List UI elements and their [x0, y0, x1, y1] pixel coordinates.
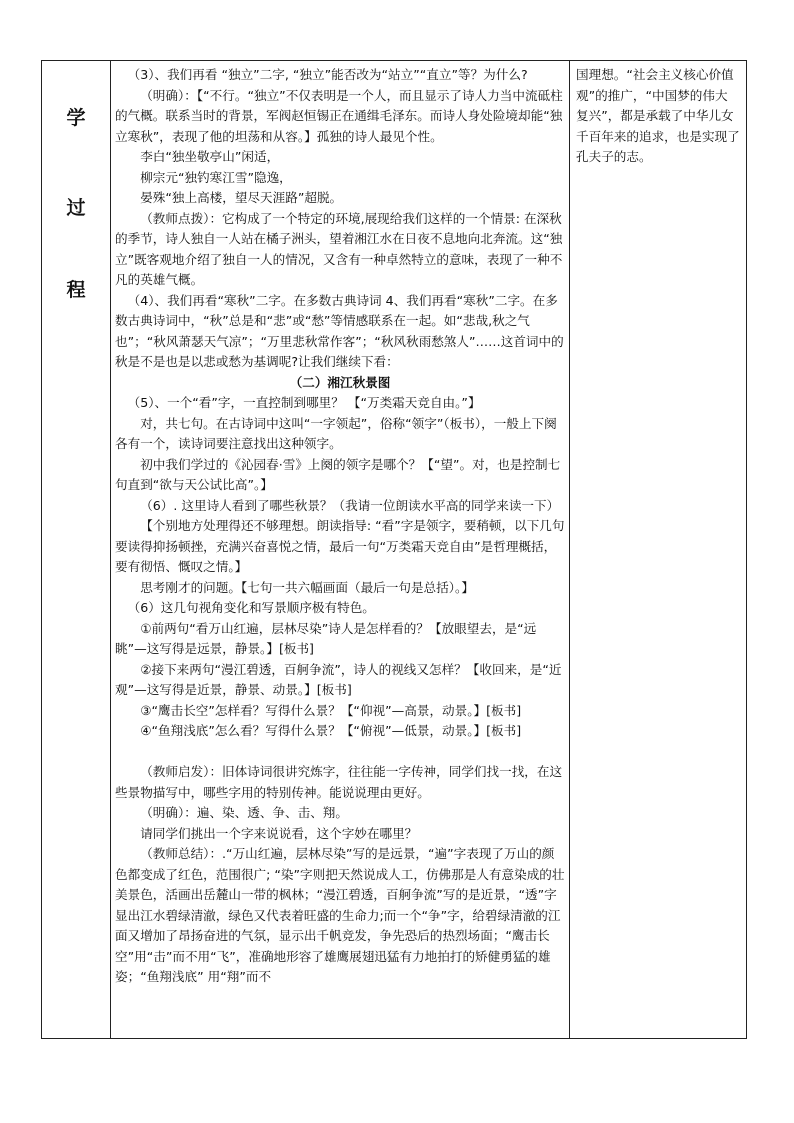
- paragraph: （明确）：遍、染、透、争、击、翔。: [140, 805, 348, 820]
- paragraph: （4）、我们再看“寒秋”二字。在多数古典诗词 4、我们再看“寒秋”二字。在多数古典诗词中，“秋”总是和“悲”或“愁”等情感联系在一起。如“悲哉,秋之气也”；“秋风萧瑟天气凉”；“万里悲秋常作客”；“秋风秋雨愁煞人”……这首词中的秋是不是也是以悲或愁为基调呢?让我们继续下看：: [115, 292, 564, 369]
- paragraph: ②接下来两句“漫江碧透，百舸争流”，诗人的视线又怎样？【收回来，是“近观”—这写得是近景，静景、动景。】[板书]: [115, 661, 562, 697]
- paragraph: 李白“独坐敬亭山”闲适，: [140, 149, 280, 164]
- side-label-char: 过: [66, 197, 86, 219]
- paragraph: [115, 742, 565, 763]
- main-content: [111, 61, 569, 988]
- paragraph: 柳宗元“独钓寒江雪”隐逸，: [140, 169, 292, 185]
- paragraph: 请同学们挑出一个字来说说看，这个字妙在哪里？: [140, 825, 418, 841]
- side-label-char: 学: [66, 107, 86, 129]
- paragraph: 晏殊“独上高楼，望尽天涯路”超脱。: [140, 190, 343, 205]
- paragraph: ④“鱼翔浅底”怎么看？写得什么景？【“俯视”—低景，动景。】[板书]: [140, 723, 522, 738]
- table-row: [42, 61, 747, 1039]
- paragraph: 初中我们学过的《沁园春·雪》上阕的领字是哪个？【“望”。对，也是控制七句直到“欲与天公试比高”。】: [115, 456, 561, 492]
- paragraph: 【个别地方处理得还不够理想。朗读指导: “看”字是领字，要稍顿，以下几句要读得抑扬顿挫，充满兴奋喜悦之情，最后一句“万类霜天竞自由”是哲理概括，要有彻悟、慨叹之情。】: [115, 518, 565, 574]
- paragraph: （3）、我们再看 “独立”二字, “独立”能否改为“站立”“直立”等？为什么?: [127, 67, 528, 82]
- paragraph: ③“鹰击长空”怎样看？写得什么景？【“仰视”—高景，动景。】[板书]: [140, 702, 522, 718]
- paragraph: 对，共七句。在古诗词中这叫“一字领起”，俗称“领字”（板书），一般上下阕各有一个，读诗词要注意找出这种领字。: [115, 415, 557, 451]
- paragraph: ①前两句“看万山红遍，层林尽染”诗人是怎样看的？【放眼望去，是“远眺”—这写得是远景，静景。】[板书]: [115, 620, 537, 656]
- side-note-cell: [570, 61, 747, 1039]
- paragraph: （教师点拨）：它构成了一个特定的环境,展现给我们这样的一个情景: 在深秋的季节，诗人独自一人站在橘子洲头，望着湘江水在日夜不息地向北奔流。这“独立”既客观地介绍了独自一人的情况，又含有一种卓然特立的意味，表现了一种不凡的英雄气概。: [115, 210, 563, 287]
- paragraph: （5）、一个“看”字，一直控制到哪里？ 【“万类霜天竞自由。”】: [127, 395, 481, 410]
- paragraph: （教师启发）：旧体诗词很讲究炼字，往往能一字传神，同学们找一找，在这些景物描写中，哪些字用的特别传神。能说说理由更好。: [115, 764, 563, 800]
- paragraph: （教师总结）：.“万山红遍，层林尽染”写的是远景，“遍”字表现了万山的颜色都变成了红色，范围很广; “染”字则把天然说成人工，仿佛那是人有意染成的壮美景色，活画出岳麓山一带的枫林；“漫江碧透，百舸争流”写的是近景，“透”字显出江水碧绿清澈，绿色又代表着旺盛的生命力;而一个“争”字，给碧绿清澈的江面又增加了昂扬奋进的气氛，显示出千帆竞发，争先恐后的热烈场面；“鹰击长空”用“击”而不用“飞”，准确地形容了雄鹰展翅迅猛有力地拍打的矫健勇猛的雄姿；“鱼翔浅底” 用“翔”而不: [115, 846, 565, 984]
- paragraph: （明确）：【“不行。“独立”不仅表明是一个人，而且显示了诗人力当中流砥柱的气概。联系当时的背景，军阀赵恒锡正在通缉毛泽东。而诗人身处险境却能“独立寒秋”，表现了他的坦荡和从容。】孤独的诗人最见个性。: [115, 87, 563, 144]
- paragraph: （6）这几句视角变化和写景顺序极有特色。: [127, 600, 375, 615]
- paragraph: 思考刚才的问题。【七句一共六幅画面（最后一句是总括）。】: [140, 579, 474, 595]
- paragraph: （6）. 这里诗人看到了哪些秋景？（我请一位朗读水平高的同学来读一下）: [140, 497, 560, 513]
- lesson-plan-table: [41, 60, 747, 1039]
- side-label-cell: [42, 61, 111, 1039]
- main-content-cell: [111, 61, 570, 1039]
- side-label-char: 程: [66, 279, 86, 301]
- side-note-text: 国理想。“社会主义核心价值观”的推广，“中国梦的伟大复兴”，都是承载了中华儿女千百年来的追求，也是实现了孔夫子的志。: [576, 67, 740, 164]
- section-heading: （二）湘江秋景图: [289, 374, 391, 390]
